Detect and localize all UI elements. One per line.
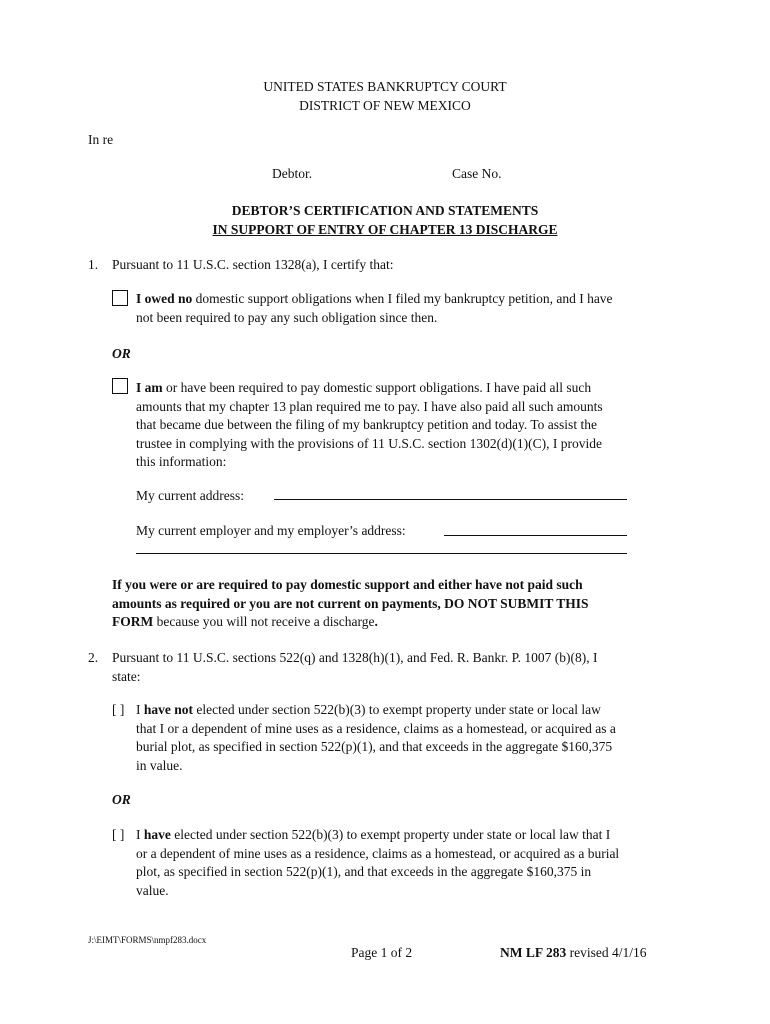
checkbox-owed-no[interactable]: [112, 290, 128, 306]
section-2-intro-line-1: Pursuant to 11 U.S.C. sections 522(q) and 1328(h)(1), and Fed. R. Bankr. P. 1007 (b)(8), I: [112, 650, 598, 665]
case-no-label: Case No.: [452, 166, 502, 181]
or-separator-2: OR: [112, 792, 131, 807]
i-am-line-3: that became due between the filing of my bankruptcy petition and today. To assist the: [136, 417, 597, 432]
i-am-bold: I am: [136, 380, 163, 395]
owed-no-line-1: domestic support obligations when I filed my bankruptcy petition, and I have: [192, 291, 613, 306]
i-am-line-1: or have been required to pay domestic support obligations. I have paid all such: [162, 380, 592, 395]
warning-period: .: [374, 614, 378, 629]
i-am-line-4: trustee in complying with the provisions of 11 U.S.C. section 1302(d)(1)(C), I provide: [136, 435, 602, 451]
employer-label: My current employer and my employer’s address:: [136, 523, 406, 538]
section-2-intro: [112, 649, 702, 686]
have-not-line-2: that I or a dependent of mine uses as a residence, claims as a homestead, or acquired as a: [136, 720, 616, 736]
in-re-label: In re: [88, 132, 114, 147]
court-header: [0, 77, 770, 115]
option-have-text: [136, 826, 706, 900]
section-1-intro: Pursuant to 11 U.S.C. section 1328(a), I certify that:: [112, 257, 394, 272]
section-2-intro-line-2: state:: [112, 668, 141, 684]
court-district: DISTRICT OF NEW MEXICO: [299, 98, 471, 113]
owed-no-bold: I owed no: [136, 291, 193, 306]
have-bold: have: [143, 827, 171, 842]
have-line-3: plot, as specified in section 522(p)(1), and that exceeds in the aggregate $160,375 in: [136, 864, 592, 879]
checkbox-i-am[interactable]: [112, 378, 128, 394]
option-have-not-text: [136, 701, 706, 775]
option-i-am-text: [136, 379, 696, 472]
have-not-bold: have not: [143, 702, 194, 717]
address-field[interactable]: [274, 499, 627, 500]
document-title: [0, 201, 770, 239]
page-number: Page 1 of 2: [351, 945, 413, 960]
section-2-number: 2.: [88, 650, 99, 665]
warning-text: [112, 576, 692, 632]
bracket-have-not[interactable]: [ ]: [112, 702, 125, 717]
title-line-2: IN SUPPORT OF ENTRY OF CHAPTER 13 DISCHARGE: [212, 222, 558, 237]
employer-field[interactable]: [444, 535, 627, 536]
section-1-number: 1.: [88, 257, 99, 272]
option-owed-no-text: [136, 290, 696, 327]
have-not-line-4: in value.: [136, 757, 183, 773]
warning-line-2: amounts as required or you are not current on payments, DO NOT SUBMIT THIS: [112, 595, 589, 611]
or-separator-1: OR: [112, 346, 131, 361]
have-lead: I: [136, 827, 144, 842]
warning-line-3: because you will not receive a discharge: [153, 614, 375, 629]
file-path: J:\EIMT\FORMS\nmpf283.docx: [88, 935, 207, 945]
have-line-1: elected under section 522(b)(3) to exempt property under state or local law that I: [170, 827, 611, 842]
court-name: UNITED STATES BANKRUPTCY COURT: [263, 79, 507, 94]
owed-no-line-2: not been required to pay any such obligation since then.: [136, 309, 438, 325]
have-not-line-1: elected under section 522(b)(3) to exempt property under state or local law: [193, 702, 601, 717]
bracket-have[interactable]: [ ]: [112, 827, 125, 842]
employer-field-line-2[interactable]: [136, 553, 627, 554]
have-line-4: value.: [136, 882, 169, 898]
title-line-1: DEBTOR’S CERTIFICATION AND STATEMENTS: [231, 203, 539, 218]
i-am-line-2: amounts that my chapter 13 plan required me to pay. I have also paid all such amounts: [136, 398, 603, 414]
form-id-bold: NM LF 283: [500, 945, 567, 960]
form-revised: revised 4/1/16: [566, 945, 647, 960]
have-not-lead: I: [136, 702, 144, 717]
have-not-line-3: burial plot, as specified in section 522(p)(1), and that exceeds in the aggregate $160,375: [136, 739, 613, 754]
address-label: My current address:: [136, 488, 244, 503]
warning-line-1: If you were or are required to pay domestic support and either have not paid such: [112, 577, 583, 592]
i-am-line-5: this information:: [136, 454, 227, 469]
form-id: [500, 944, 647, 963]
warning-form-bold: FORM: [112, 614, 154, 629]
debtor-label: Debtor.: [272, 166, 313, 181]
have-line-2: or a dependent of mine uses as a residence, claims as a homestead, or acquired as a burial: [136, 845, 620, 861]
